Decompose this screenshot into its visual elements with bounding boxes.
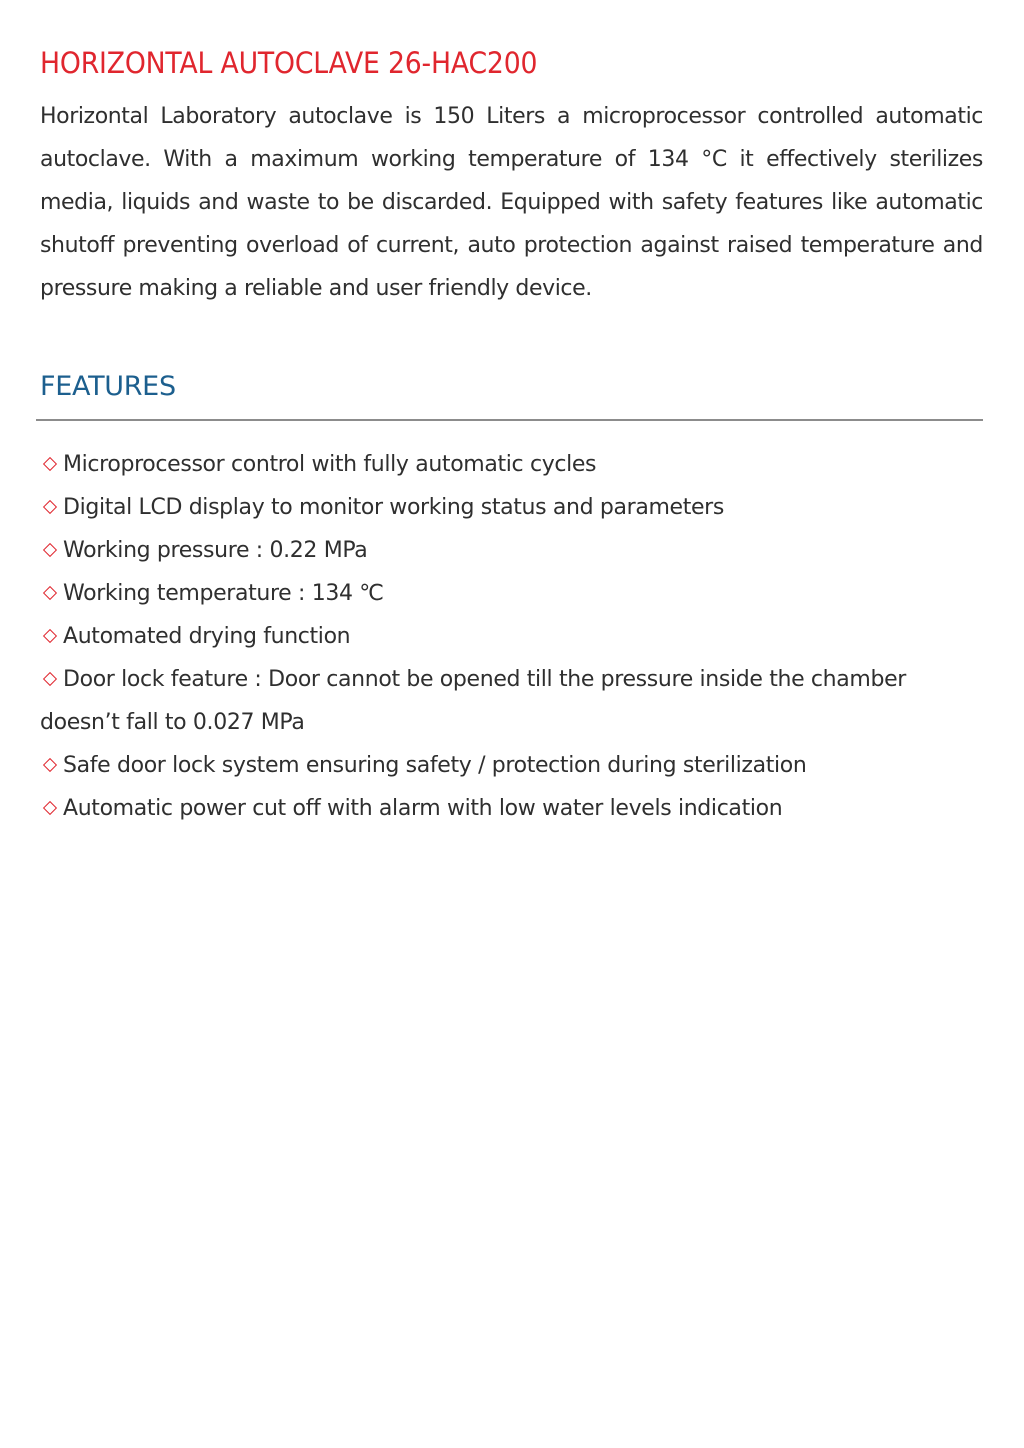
feature-text: Automated drying function [63,624,351,649]
feature-text: Working pressure : 0.22 MPa [63,538,368,563]
feature-item [40,744,983,787]
feature-item [40,529,983,572]
product-sheet [40,40,983,830]
feature-text: Safe door lock system ensuring safety / protection during sterilization [63,753,807,778]
feature-text: Door lock feature : Door cannot be opened till the pressure inside the chamber doesn’t fall to 0.027 MPa [40,667,906,735]
feature-item [40,572,983,615]
feature-text: Automatic power cut off with alarm with low water levels indication [63,796,783,821]
feature-item [40,658,983,744]
features-list [40,443,983,830]
diamond-bullet-icon [43,500,57,514]
features-heading: FEATURES [40,371,176,402]
feature-text: Microprocessor control with fully automatic cycles [63,452,597,477]
diamond-bullet-icon [43,758,57,772]
feature-item [40,787,983,830]
product-description: Horizontal Laboratory autoclave is 150 Liters a microprocessor controlled automatic autoclave. With a maximum working temperature of 134 °C it effectively sterilizes media, liquids and waste to be discarded. Equipped with safety features like automatic shutoff preventing overload of current, auto protection against raised temperature and pressure making a reliable and user friendly device. [40,104,983,301]
diamond-bullet-icon [43,672,57,686]
diamond-bullet-icon [43,629,57,643]
section-divider [36,419,983,421]
feature-text: Working temperature : 134 ℃ [63,581,384,606]
feature-item [40,615,983,658]
feature-item [40,486,983,529]
diamond-bullet-icon [43,543,57,557]
feature-text: Digital LCD display to monitor working status and parameters [63,495,724,520]
diamond-bullet-icon [43,457,57,471]
product-title: HORIZONTAL AUTOCLAVE 26-HAC200 [40,46,538,80]
diamond-bullet-icon [43,586,57,600]
diamond-bullet-icon [43,801,57,815]
feature-item [40,443,983,486]
